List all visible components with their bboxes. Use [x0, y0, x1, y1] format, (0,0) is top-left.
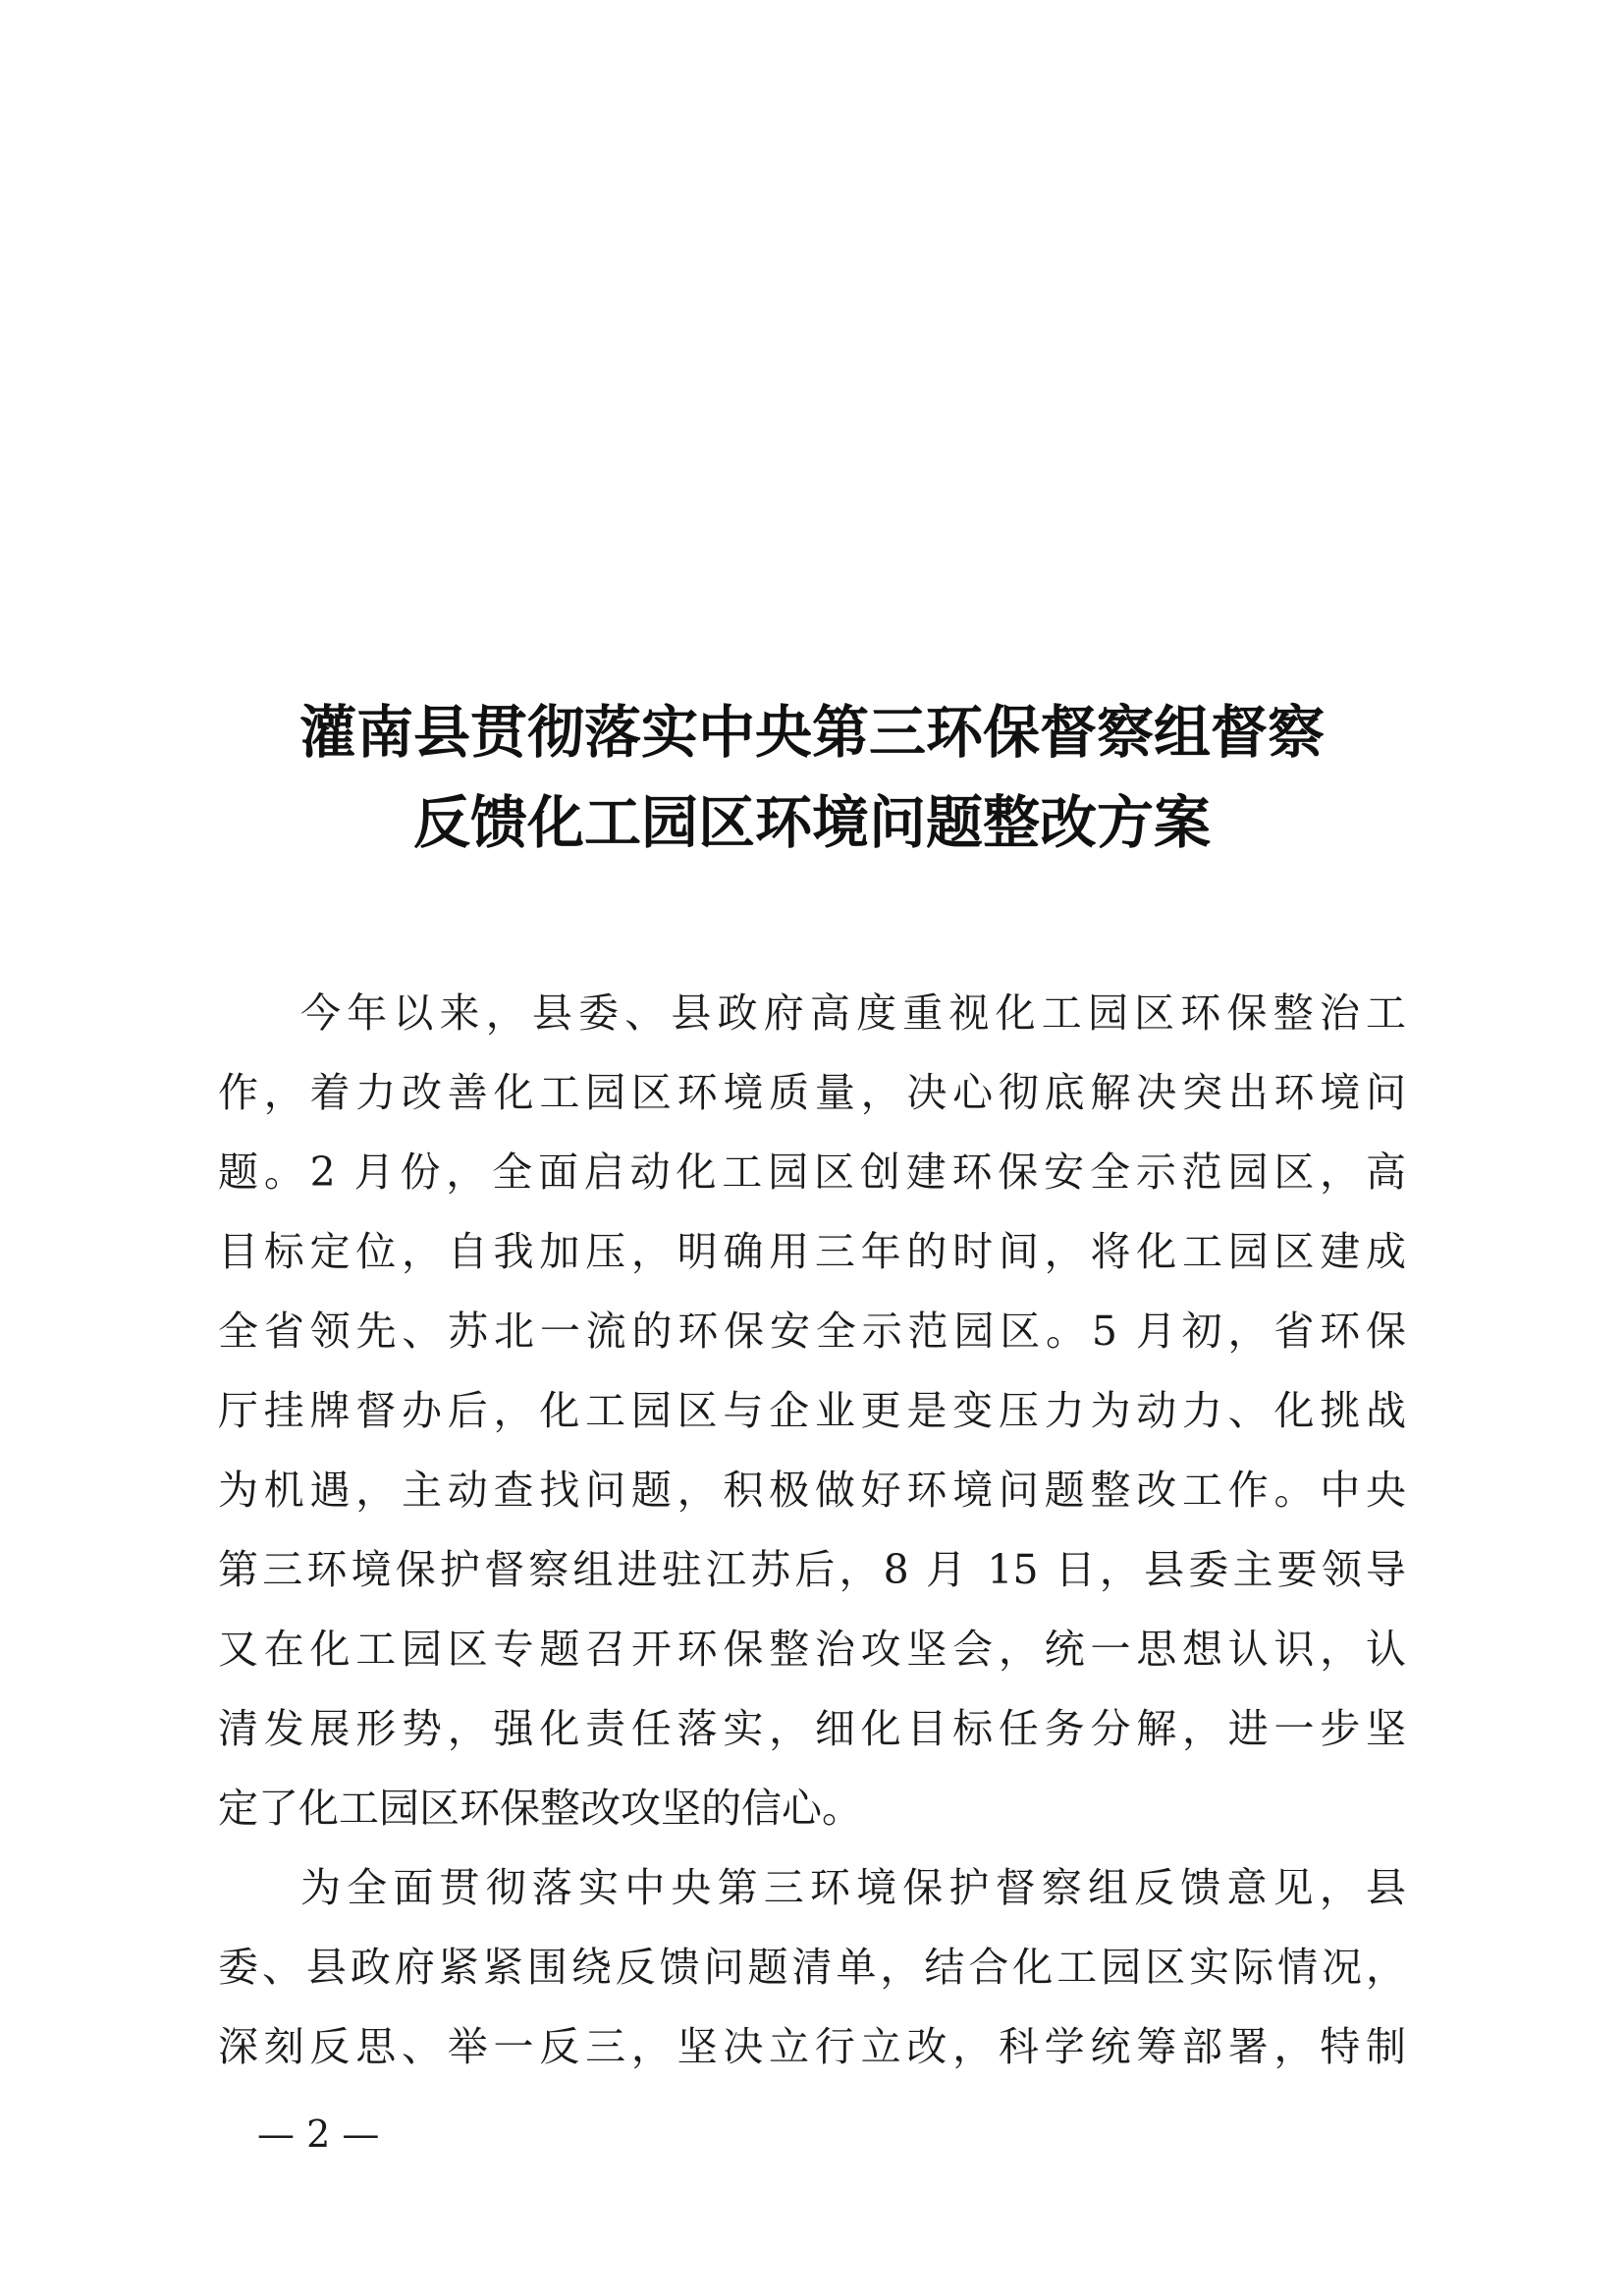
body-line: 清发展形势，强化责任落实，细化目标任务分解，进一步坚 — [218, 1705, 1406, 1752]
body-line: 定了化工园区环保整改攻坚的信心。 — [218, 1785, 862, 1832]
body-line: 为全面贯彻落实中央第三环境保护督察组反馈意见，县 — [300, 1864, 1406, 1911]
body-line: 为机遇，主动查找问题，积极做好环境问题整改工作。中央 — [218, 1467, 1406, 1514]
body-line: 全省领先、苏北一流的环保安全示范园区。5 月初，省环保 — [218, 1308, 1406, 1355]
title-line-2: 反馈化工园区环境问题整改方案 — [412, 789, 1211, 856]
body-line: 目标定位，自我加压，明确用三年的时间，将化工园区建成 — [218, 1228, 1406, 1275]
body-line: 厅挂牌督办后，化工园区与企业更是变压力为动力、化挑战 — [218, 1387, 1406, 1434]
page-number: — 2 — — [257, 2112, 380, 2156]
body-line: 又在化工园区专题召开环保整治攻坚会，统一思想认识，认 — [218, 1626, 1406, 1673]
paragraph-2 — [218, 1848, 1406, 2087]
body-line: 委、县政府紧紧围绕反馈问题清单，结合化工园区实际情况， — [218, 1944, 1406, 1991]
body-line: 今年以来，县委、县政府高度重视化工园区环保整治工 — [300, 989, 1406, 1037]
body-line: 深刻反思、举一反三，坚决立行立改，科学统筹部署，特制 — [218, 2023, 1406, 2070]
document-title — [0, 687, 1624, 868]
document-body — [218, 974, 1406, 2087]
paragraph-1 — [218, 974, 1406, 1848]
title-line-1: 灌南县贯彻落实中央第三环保督察组督察 — [298, 699, 1325, 766]
body-line: 作，着力改善化工园区环境质量，决心彻底解决突出环境问 — [218, 1069, 1406, 1116]
body-line: 第三环境保护督察组进驻江苏后，8 月 15 日，县委主要领导 — [218, 1546, 1406, 1593]
body-line: 题。2 月份，全面启动化工园区创建环保安全示范园区，高 — [218, 1148, 1406, 1196]
